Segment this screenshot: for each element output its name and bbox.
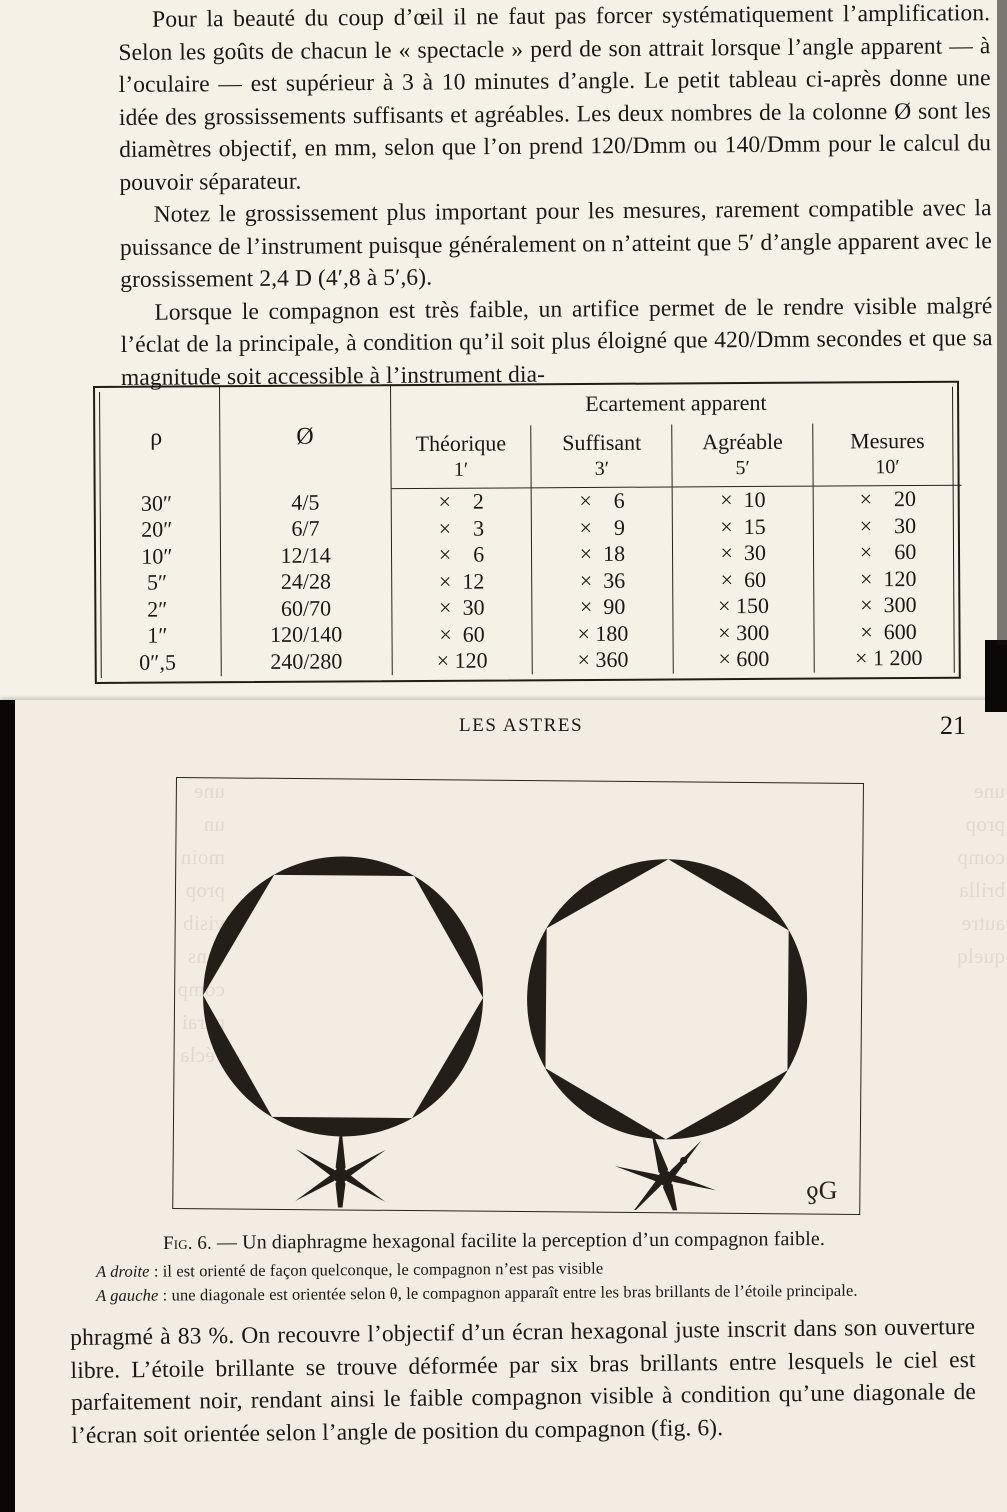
table-column-theorique-values: × 2 × 3 × 6 × 12 × 30 × 60 × 120 [391,488,533,675]
scan-edge-shadow-right-upper [997,0,1007,645]
figure-caption-text: — Un diaphragme hexagonal facilite la perception d’un compagnon faible. [216,1227,825,1254]
scan-edge-shadow-left [0,700,15,1512]
paragraph-3-text: Lorsque le compagnon est très faible, un artifice permet de le rendre visible malgré l’éclat de la principale, à condition qu’il soit plus éloigné que 420/Dmm secondes et que sa magnitude soit accessible à l’instrument dia- [120,292,993,391]
scan-edge-shadow-right [985,640,1007,712]
paragraph-1-text: Pour la beauté du coup d’œil il ne faut pas forcer systématiquement l’amplification. Selon les goûts de chacun le « spectacle » perd de son attrait lorsque l’angle apparent — à l’oculaire — est supérieur à 3 à 10 minutes d’angle. Le petit tableau ci-après donne une idée des grossissements suffisants et agréables. Les deux nombres de la colonne Ø sont les diamètres objectif, en mm, selon que l’on prend 120/Dmm ou 140/Dmm pour le calcul du pouvoir séparateur. [118,0,992,196]
magnification-table [93,381,963,686]
figure-6-frame [172,777,864,1215]
left-diaphragm-ring [202,855,484,1137]
figure-note-left-lead: A gauche [96,1285,159,1305]
diagram-left-hexagon-flat-top [202,855,484,1137]
table-column-diameter-values: 4/5 6/7 12/14 24/28 60/70 120/140 240/280 [220,489,392,676]
table-header-suffisant: Suffisant 3′ [531,424,672,487]
table-column-suffisant-values: × 6 × 9 × 18 × 36 × 90 × 180 × 360 [532,487,674,674]
figure-note-right-text: : il est orienté de façon quelconque, le compagnon n’est pas visible [149,1258,604,1281]
right-diaphragm-ring [526,858,808,1141]
artist-monogram-signature: ƍG [806,1175,838,1205]
figure-6-drawing [173,778,861,1212]
table-column-rho-values: 30″ 20″ 10″ 5″ 2″ 1″ 0″,5 [94,490,221,677]
left-six-arm-star [295,1123,386,1212]
table-header-diameter: Ø [219,384,390,490]
table-header-rho: ρ [93,385,220,490]
table-outer-frame [93,381,961,684]
paragraph-2-text: Notez le grossissement plus important pour les mesures, rarement compatible avec la puissance de l’instrument puisque généralement on n’atteint que 5′ d’angle apparent avec le grossissement 2,4 D (4′,8 à 5′,6). [119,195,992,293]
page-number: 21 [940,711,966,740]
figure-note-left-text: : une diagonale est orientée selon θ, le compagnon apparaît entre les bras brillants de l’étoile principale. [158,1280,858,1305]
diagram-right-hexagon-pointy-top [526,858,808,1141]
table-column-mesures-values: × 20 × 30 × 60 × 120 × 300 × 600 × 1 200 [854,485,923,671]
table-header-mesures: Mesures 10′ [813,423,962,486]
figure-caption [163,1227,923,1255]
table-header-ecartement: Ecartement apparent [585,389,767,416]
faint-companion-star-dot [680,1157,687,1164]
table-column-agreable-values: × 10 × 15 × 30 × 60 × 150 × 300 × 600 [672,486,814,673]
table-header-theorique: Théorique 1′ [390,425,531,488]
figure-caption-label: Fig. 6. [163,1232,212,1254]
figure-note-right-lead: A droite [96,1261,150,1281]
body-paragraph-bottom [70,1311,977,1452]
table-header-agreable: Agréable 5′ [672,424,813,487]
running-head: LES ASTRES [459,715,584,736]
paragraph-bottom-text: phragmé à 83 %. On recouvre l’objectif d’un écran hexagonal juste inscrit dans son ouverture libre. L’étoile brillante se trouve déformée par six bras brillants entre lesquels le ciel est parfaitement noir, rendant ainsi le faible compagnon visible à condition qu’une diagonale de l’écran soit orientée selon l’angle de position du compagnon (fig. 6). [70,1313,977,1449]
body-paragraph-top [118,0,993,394]
